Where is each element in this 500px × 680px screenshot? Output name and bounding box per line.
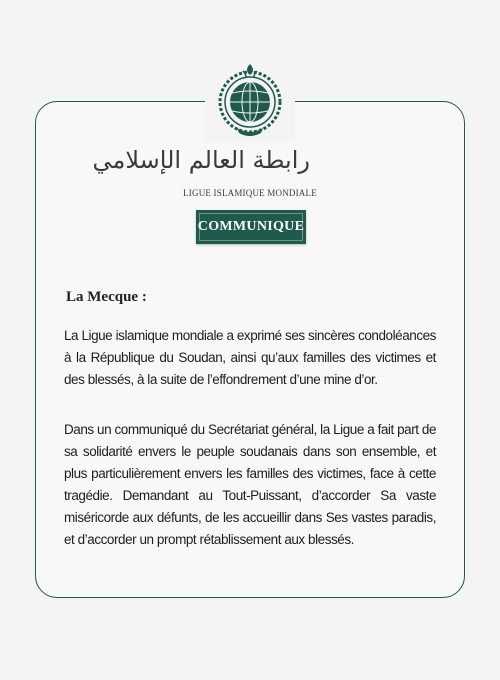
globe-laurel-emblem-icon [215,62,285,140]
article-paragraph: Dans un communiqué du Secrétariat général, la Ligue a fait part de sa solidarité envers le peuple soudanais dans son ensemble, et plus particulièrement envers les familles des victimes, face à cette tragédie. Demandant au Tout-Puissant, d’accorder Sa vaste miséricorde aux défunts, de les accueillir dans Ses vastes paradis, et d’accorder un prompt rétablissement aux blessés. [64,422,436,547]
org-name: LIGUE ISLAMIQUE MONDIALE [183,188,317,198]
communique-badge: COMMUNIQUE [196,210,306,244]
dateline-location: La Mecque : [66,289,147,305]
article-paragraph: La Ligue islamique mondiale a exprimé ses sincères condoléances à la République du Soudan, ainsi qu’aux familles des victimes et des blessés, à la suite de l’effondrement d’une mine d’or. [64,328,436,387]
arabic-org-name: رابطة العالم الإسلامي [92,146,310,174]
